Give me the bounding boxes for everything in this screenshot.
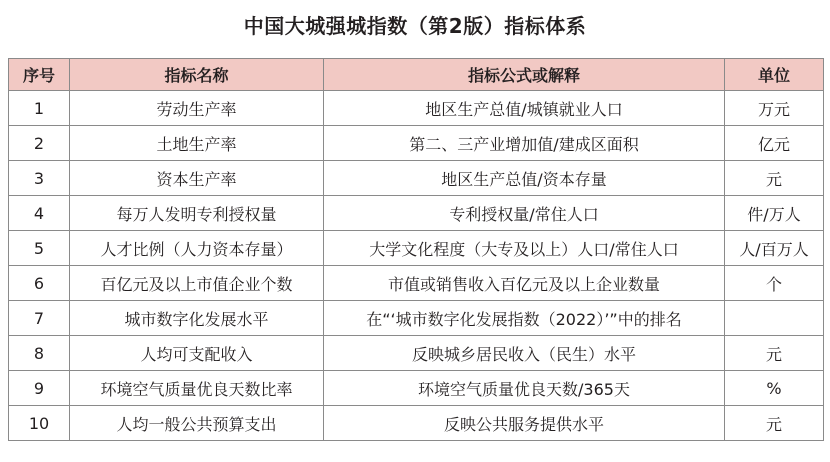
header-row <box>9 59 824 91</box>
row-unit: 元 <box>725 406 824 441</box>
indicator-table <box>8 58 824 441</box>
table-header <box>9 59 824 91</box>
row-formula: 在“‘城市数字化发展指数（2022）’”中的排名 <box>324 301 725 336</box>
row-index: 4 <box>9 196 70 231</box>
table-row <box>9 161 824 196</box>
row-formula: 第二、三产业增加值/建成区面积 <box>324 126 725 161</box>
row-indicator-name: 人均一般公共预算支出 <box>70 406 324 441</box>
row-formula: 反映城乡居民收入（民生）水平 <box>324 336 725 371</box>
table-row <box>9 91 824 126</box>
row-index: 5 <box>9 231 70 266</box>
table-row <box>9 406 824 441</box>
row-formula: 专利授权量/常住人口 <box>324 196 725 231</box>
row-index: 6 <box>9 266 70 301</box>
header-unit: 单位 <box>725 59 824 91</box>
row-indicator-name: 每万人发明专利授权量 <box>70 196 324 231</box>
table-row <box>9 196 824 231</box>
row-formula: 地区生产总值/城镇就业人口 <box>324 91 725 126</box>
row-index: 1 <box>9 91 70 126</box>
row-unit: 元 <box>725 336 824 371</box>
row-indicator-name: 人均可支配收入 <box>70 336 324 371</box>
row-index: 9 <box>9 371 70 406</box>
table-row <box>9 231 824 266</box>
row-unit: 人/百万人 <box>725 231 824 266</box>
row-formula: 市值或销售收入百亿元及以上企业数量 <box>324 266 725 301</box>
table-row <box>9 336 824 371</box>
row-index: 8 <box>9 336 70 371</box>
row-indicator-name: 资本生产率 <box>70 161 324 196</box>
header-indicator-name: 指标名称 <box>70 59 324 91</box>
row-index: 3 <box>9 161 70 196</box>
row-unit: 亿元 <box>725 126 824 161</box>
row-indicator-name: 人才比例（人力资本存量） <box>70 231 324 266</box>
table-row <box>9 126 824 161</box>
header-formula: 指标公式或解释 <box>324 59 725 91</box>
row-indicator-name: 劳动生产率 <box>70 91 324 126</box>
row-indicator-name: 环境空气质量优良天数比率 <box>70 371 324 406</box>
document-title: 中国大城强城指数（第2版）指标体系 <box>243 14 587 38</box>
row-indicator-name: 土地生产率 <box>70 126 324 161</box>
row-formula: 环境空气质量优良天数/365天 <box>324 371 725 406</box>
row-unit: 元 <box>725 161 824 196</box>
table-row <box>9 371 824 406</box>
row-index: 10 <box>9 406 70 441</box>
row-indicator-name: 城市数字化发展水平 <box>70 301 324 336</box>
row-index: 2 <box>9 126 70 161</box>
table-row <box>9 301 824 336</box>
row-formula: 反映公共服务提供水平 <box>324 406 725 441</box>
row-unit: 件/万人 <box>725 196 824 231</box>
table-row <box>9 266 824 301</box>
header-index: 序号 <box>9 59 70 91</box>
row-formula: 大学文化程度（大专及以上）人口/常住人口 <box>324 231 725 266</box>
row-unit: 个 <box>725 266 824 301</box>
row-unit <box>725 301 824 336</box>
table-body <box>9 91 824 441</box>
row-formula: 地区生产总值/资本存量 <box>324 161 725 196</box>
row-unit: 万元 <box>725 91 824 126</box>
row-indicator-name: 百亿元及以上市值企业个数 <box>70 266 324 301</box>
row-unit: % <box>725 371 824 406</box>
row-index: 7 <box>9 301 70 336</box>
